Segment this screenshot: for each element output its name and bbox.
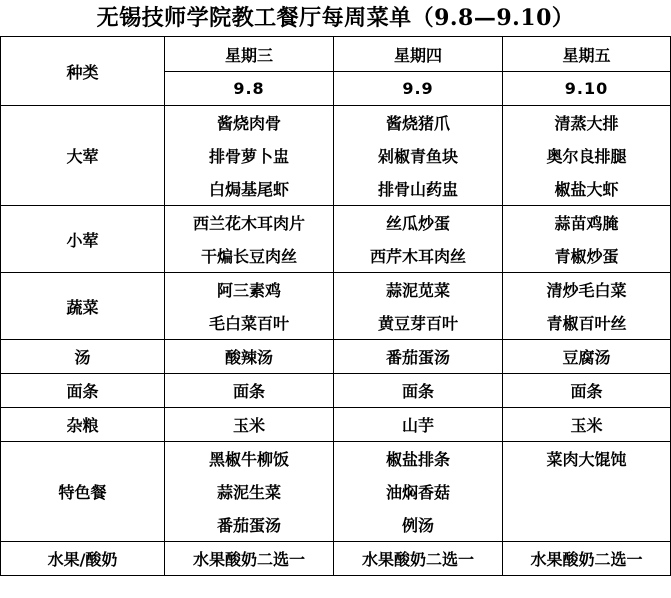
category-cell: 汤 xyxy=(1,340,165,374)
dish-cell: 毛白菜百叶 xyxy=(165,306,334,340)
dish-cell: 西兰花木耳肉片 xyxy=(165,206,334,240)
dish-cell: 清蒸大排 xyxy=(503,106,671,140)
dish-cell: 清炒毛白菜 xyxy=(503,273,671,307)
dish-cell: 椒盐排条 xyxy=(334,442,503,476)
dish-cell: 奥尔良排腿 xyxy=(503,139,671,172)
dish-cell: 黑椒牛柳饭 xyxy=(165,442,334,476)
category-cell: 水果/酸奶 xyxy=(1,542,165,576)
table-row xyxy=(1,206,671,240)
dish-cell: 油焖香菇 xyxy=(334,475,503,508)
table-row xyxy=(1,542,671,576)
dish-cell: 番茄蛋汤 xyxy=(334,340,503,374)
dish-cell: 面条 xyxy=(503,374,671,408)
date-header-thu: 9.9 xyxy=(334,72,503,106)
category-cell: 特色餐 xyxy=(1,442,165,542)
dish-cell: 酱烧肉骨 xyxy=(165,106,334,140)
dish-cell: 玉米 xyxy=(165,408,334,442)
category-cell: 大荤 xyxy=(1,106,165,206)
dish-cell: 椒盐大虾 xyxy=(503,172,671,206)
dish-cell: 青椒百叶丝 xyxy=(503,306,671,340)
dish-cell: 酱烧猪爪 xyxy=(334,106,503,140)
dish-cell: 例汤 xyxy=(334,508,503,542)
dish-cell: 蒜泥苋菜 xyxy=(334,273,503,307)
table-row xyxy=(1,374,671,408)
menu-table xyxy=(0,36,671,576)
table-row xyxy=(1,106,671,140)
category-cell: 面条 xyxy=(1,374,165,408)
header-row-days xyxy=(1,37,671,72)
dish-cell: 干煸长豆肉丝 xyxy=(165,239,334,273)
category-cell: 杂粮 xyxy=(1,408,165,442)
day-header-thu: 星期四 xyxy=(334,37,503,72)
dish-cell: 黄豆芽百叶 xyxy=(334,306,503,340)
dish-cell: 排骨萝卜盅 xyxy=(165,139,334,172)
dish-cell: 水果酸奶二选一 xyxy=(334,542,503,576)
dish-cell xyxy=(503,475,671,508)
dish-cell: 青椒炒蛋 xyxy=(503,239,671,273)
day-header-fri: 星期五 xyxy=(503,37,671,72)
category-cell: 蔬菜 xyxy=(1,273,165,340)
dish-cell: 水果酸奶二选一 xyxy=(165,542,334,576)
dish-cell: 酸辣汤 xyxy=(165,340,334,374)
day-header-wed: 星期三 xyxy=(165,37,334,72)
dish-cell xyxy=(503,508,671,542)
dish-cell: 山芋 xyxy=(334,408,503,442)
date-header-fri: 9.10 xyxy=(503,72,671,106)
table-row xyxy=(1,340,671,374)
category-cell: 小荤 xyxy=(1,206,165,273)
dish-cell: 剁椒青鱼块 xyxy=(334,139,503,172)
dish-cell: 阿三素鸡 xyxy=(165,273,334,307)
dish-cell: 西芹木耳肉丝 xyxy=(334,239,503,273)
dish-cell: 蒜泥生菜 xyxy=(165,475,334,508)
table-row xyxy=(1,442,671,476)
table-row xyxy=(1,273,671,307)
dish-cell: 玉米 xyxy=(503,408,671,442)
dish-cell: 蒜苗鸡腌 xyxy=(503,206,671,240)
dish-cell: 豆腐汤 xyxy=(503,340,671,374)
table-row xyxy=(1,408,671,442)
dish-cell: 面条 xyxy=(165,374,334,408)
dish-cell: 排骨山药盅 xyxy=(334,172,503,206)
category-header: 种类 xyxy=(1,37,165,106)
dish-cell: 番茄蛋汤 xyxy=(165,508,334,542)
page-title: 无锡技师学院教工餐厅每周菜单（9.8—9.10） xyxy=(96,5,575,31)
dish-cell: 白焗基尾虾 xyxy=(165,172,334,206)
dish-cell: 水果酸奶二选一 xyxy=(503,542,671,576)
dish-cell: 菜肉大馄饨 xyxy=(503,442,671,476)
dish-cell: 面条 xyxy=(334,374,503,408)
date-header-wed: 9.8 xyxy=(165,72,334,106)
dish-cell: 丝瓜炒蛋 xyxy=(334,206,503,240)
